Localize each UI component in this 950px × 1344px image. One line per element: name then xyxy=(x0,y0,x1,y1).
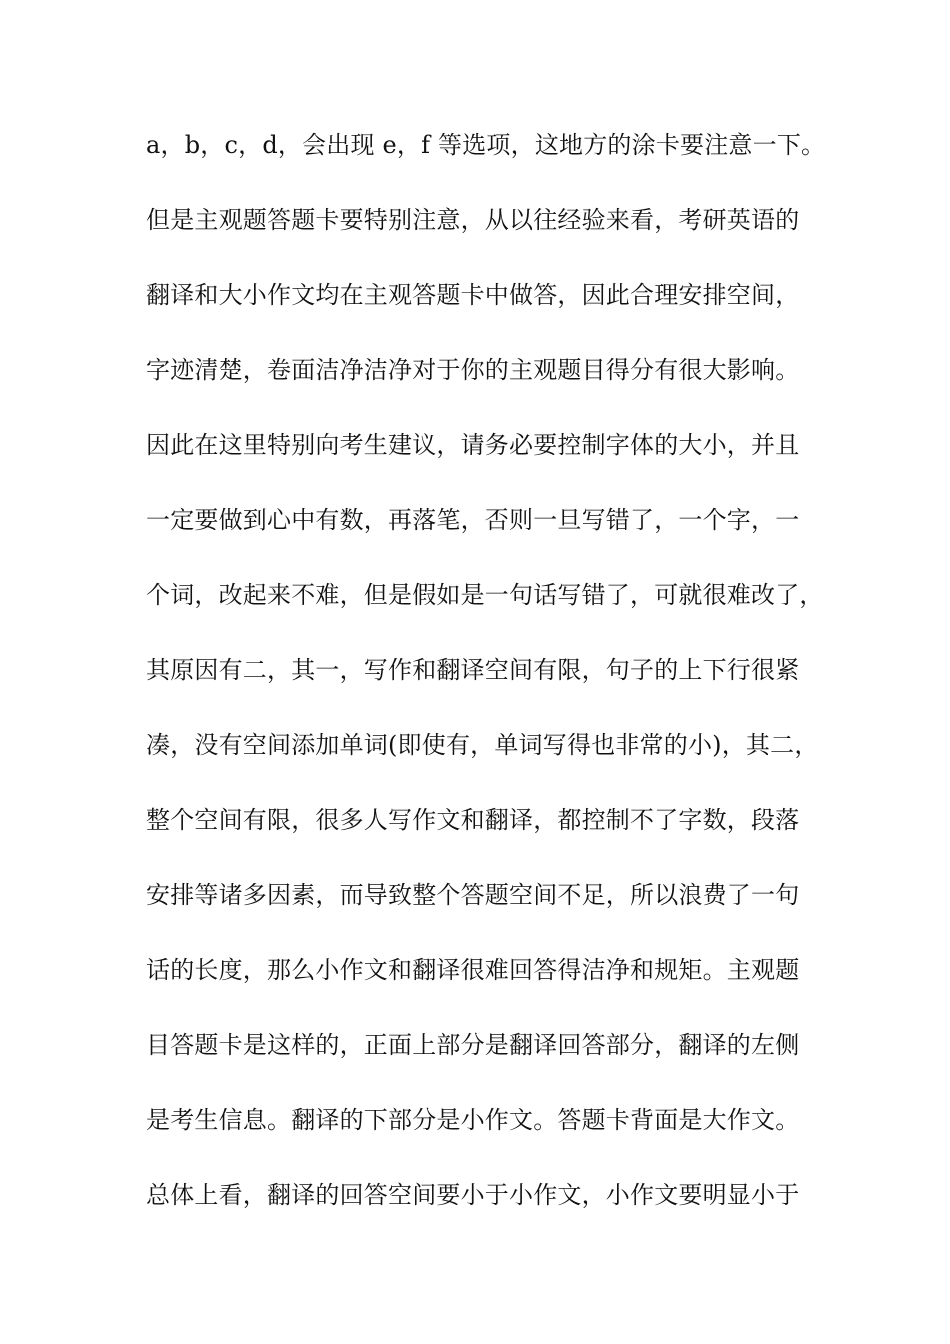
text-line: 但是主观题答题卡要特别注意，从以往经验来看，考研英语的 xyxy=(146,206,800,234)
text-line: 整个空间有限，很多人写作文和翻译，都控制不了字数，段落 xyxy=(146,806,800,834)
text-line: 总体上看，翻译的回答空间要小于小作文，小作文要明显小于 xyxy=(146,1181,800,1209)
text-line: 目答题卡是这样的，正面上部分是翻译回答部分，翻译的左侧 xyxy=(146,1031,800,1059)
text-line: 话的长度，那么小作文和翻译很难回答得洁净和规矩。主观题 xyxy=(146,956,800,984)
text-line: 个词，改起来不难，但是假如是一句话写错了，可就很难改了， xyxy=(146,581,824,609)
text-line: 安排等诸多因素，而导致整个答题空间不足，所以浪费了一句 xyxy=(146,881,800,909)
text-line: 字迹清楚，卷面洁净洁净对于你的主观题目得分有很大影响。 xyxy=(146,356,800,384)
text-line: 翻译和大小作文均在主观答题卡中做答，因此合理安排空间， xyxy=(146,281,800,309)
text-line: a，b，c，d，会出现 e，f 等选项，这地方的涂卡要注意一下。 xyxy=(146,131,826,159)
text-line: 是考生信息。翻译的下部分是小作文。答题卡背面是大作文。 xyxy=(146,1106,800,1134)
text-line: 因此在这里特别向考生建议，请务必要控制字体的大小，并且 xyxy=(146,431,800,459)
text-line: 凑，没有空间添加单词(即使有，单词写得也非常的小)，其二， xyxy=(146,731,819,759)
body-text xyxy=(146,126,836,1251)
text-line: 一定要做到心中有数，再落笔，否则一旦写错了，一个字，一 xyxy=(146,506,800,534)
text-line: 其原因有二，其一，写作和翻译空间有限，句子的上下行很紧 xyxy=(146,656,800,684)
